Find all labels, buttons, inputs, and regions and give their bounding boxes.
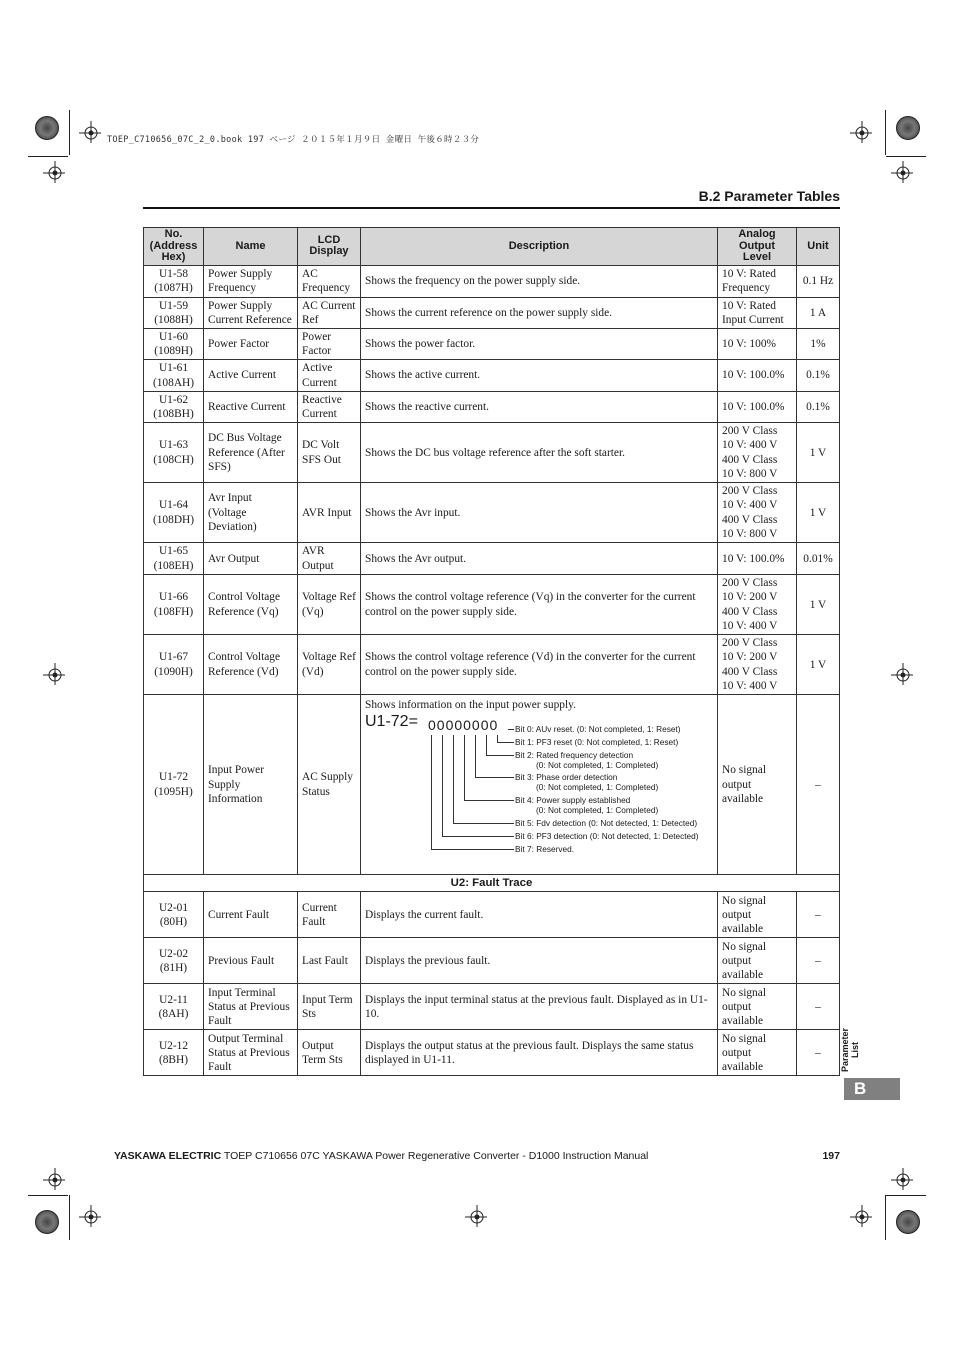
table-row [144, 265, 840, 297]
cell-name: Active Current [204, 360, 298, 391]
cell-description: Shows the current reference on the power supply side. [361, 297, 718, 328]
registration-crosshair-icon [43, 1168, 65, 1190]
cell-lcd: Reactive Current [298, 391, 361, 422]
cell-unit: 0.1% [797, 391, 840, 422]
table-row [144, 391, 840, 422]
bit-leader-horizontal [431, 849, 514, 850]
bit-label-7: Bit 7: Reserved. [515, 844, 575, 855]
cell-lcd: DC Volt SFS Out [298, 423, 361, 483]
side-tab-letter: B [844, 1078, 900, 1100]
table-header-row [144, 228, 840, 266]
cell-analog: 10 V: 100% [718, 328, 797, 359]
registration-crosshair-icon [891, 161, 913, 183]
crop-mark [69, 1195, 70, 1240]
cell-analog: No signal output available [718, 892, 797, 938]
subheader-fault-trace: U2: Fault Trace [144, 875, 840, 892]
bit-leader-vertical [431, 735, 432, 849]
cell-name: Avr Output [204, 543, 298, 575]
table-row [144, 695, 840, 875]
table-row [144, 297, 840, 328]
table-row [144, 635, 840, 695]
cell-description: Shows the control voltage reference (Vd) in the converter for the current control on the power supply side. [361, 635, 718, 695]
cell-analog: 10 V: 100.0% [718, 543, 797, 575]
cell-lcd: Input Term Sts [298, 984, 361, 1030]
section-rule [143, 207, 840, 209]
bit-label-4: Bit 4: Power supply established (0: Not completed, 1: Completed) [515, 795, 659, 816]
cell-analog: 200 V Class 10 V: 200 V 400 V Class 10 V: 400 V [718, 635, 797, 695]
crop-mark [886, 1195, 926, 1196]
bit-label-5: Bit 5: Fdv detection (0: Not detected, 1: Detected) [515, 818, 698, 829]
cell-no: U1-58 (1087H) [144, 265, 204, 297]
bit-label-2: Bit 2: Rated frequency detection (0: Not completed, 1: Completed) [515, 750, 659, 771]
cell-no: U1-62 (108BH) [144, 391, 204, 422]
cell-lcd: Active Current [298, 360, 361, 391]
cell-description: Displays the previous fault. [361, 938, 718, 984]
cell-no: U2-12 (8BH) [144, 1030, 204, 1076]
bit-label-3: Bit 3: Phase order detection (0: Not completed, 1: Completed) [515, 772, 659, 793]
cell-name: Input Terminal Status at Previous Fault [204, 984, 298, 1030]
footer-brand: YASKAWA ELECTRIC [114, 1150, 222, 1162]
registration-disc-icon [896, 116, 920, 140]
table-row [144, 938, 840, 984]
bit-leader-horizontal [486, 755, 514, 756]
cell-name: Control Voltage Reference (Vq) [204, 575, 298, 635]
footer-manual-title [114, 1150, 648, 1162]
u172-intro: Shows information on the input power supply. [365, 699, 576, 712]
cell-no: U1-64 (108DH) [144, 483, 204, 543]
registration-crosshair-icon [891, 663, 913, 685]
crop-mark [28, 156, 68, 157]
cell-analog: 200 V Class 10 V: 400 V 400 V Class 10 V: 800 V [718, 423, 797, 483]
crop-mark [886, 156, 926, 157]
registration-crosshair-icon [43, 161, 65, 183]
cell-unit: – [797, 892, 840, 938]
bit-leader-horizontal [464, 800, 514, 801]
crop-mark [69, 110, 70, 155]
table-body-u2 [144, 892, 840, 1076]
cell-description: Shows the reactive current. [361, 391, 718, 422]
cell-lcd: AC Frequency [298, 265, 361, 297]
cell-name: Previous Fault [204, 938, 298, 984]
table-row [144, 328, 840, 359]
cell-description: Shows the Avr input. [361, 483, 718, 543]
cell-name: Power Factor [204, 328, 298, 359]
cell-no: U1-67 (1090H) [144, 635, 204, 695]
u172-label: U1-72= [365, 713, 418, 731]
cell-analog: 200 V Class 10 V: 400 V 400 V Class 10 V: 800 V [718, 483, 797, 543]
cell-name: Output Terminal Status at Previous Fault [204, 1030, 298, 1076]
table-row [144, 984, 840, 1030]
cell-unit: 1 V [797, 635, 840, 695]
cell-lcd: Current Fault [298, 892, 361, 938]
cell-description: Displays the input terminal status at the previous fault. Displayed as in U1-10. [361, 984, 718, 1030]
cell-no: U1-65 (108EH) [144, 543, 204, 575]
table-row [144, 483, 840, 543]
bit-leader-vertical [442, 735, 443, 836]
book-file-line: TOEP_C710656_07C_2_0.book 197 ページ ２０１５年１月９日 金曜日 午後６時２３分 [107, 135, 480, 145]
cell-analog: 10 V: Rated Frequency [718, 265, 797, 297]
cell-unit: 1 V [797, 483, 840, 543]
registration-crosshair-icon [850, 121, 872, 143]
section-title: B.2 Parameter Tables [698, 188, 840, 204]
header-lcd: LCD Display [298, 228, 361, 266]
cell-unit: 1 A [797, 297, 840, 328]
cell-unit: – [797, 984, 840, 1030]
registration-crosshair-icon [43, 663, 65, 685]
cell-analog: No signal output available [718, 984, 797, 1030]
subheader-row [144, 875, 840, 892]
cell-description: Shows the control voltage reference (Vq) in the converter for the current control on the power supply side. [361, 575, 718, 635]
table-row [144, 423, 840, 483]
cell-lcd: AC Current Ref [298, 297, 361, 328]
cell-no: U2-11 (8AH) [144, 984, 204, 1030]
cell-unit: 0.1% [797, 360, 840, 391]
registration-crosshair-icon [79, 121, 101, 143]
bit-leader-horizontal [497, 742, 514, 743]
cell-description: Shows the power factor. [361, 328, 718, 359]
registration-disc-icon [35, 116, 59, 140]
cell-analog: 10 V: Rated Input Current [718, 297, 797, 328]
cell-lcd: Voltage Ref (Vd) [298, 635, 361, 695]
page-number: 197 [822, 1150, 840, 1162]
crop-mark [885, 110, 886, 155]
cell-no: U1-72 (1095H) [144, 695, 204, 875]
cell-description: Shows the active current. [361, 360, 718, 391]
cell-description [361, 695, 718, 875]
cell-unit: – [797, 695, 840, 875]
table-body-u1 [144, 265, 840, 695]
bit-leader-horizontal [442, 836, 514, 837]
table-row [144, 543, 840, 575]
registration-crosshair-icon [850, 1205, 872, 1227]
bit-label-6: Bit 6: PF3 detection (0: Not detected, 1: Detected) [515, 831, 699, 842]
cell-description: Shows the DC bus voltage reference after the soft starter. [361, 423, 718, 483]
cell-lcd: Output Term Sts [298, 1030, 361, 1076]
cell-analog: No signal output available [718, 938, 797, 984]
cell-lcd: AC Supply Status [298, 695, 361, 875]
cell-lcd: AVR Output [298, 543, 361, 575]
cell-description: Shows the frequency on the power supply side. [361, 265, 718, 297]
cell-analog: No signal output available [718, 1030, 797, 1076]
cell-unit: – [797, 938, 840, 984]
cell-description: Displays the current fault. [361, 892, 718, 938]
cell-unit: 0.01% [797, 543, 840, 575]
footer-text: TOEP C710656 07C YASKAWA Power Regenerative Converter - D1000 Instruction Manual [221, 1150, 649, 1162]
cell-lcd: Last Fault [298, 938, 361, 984]
cell-no: U1-66 (108FH) [144, 575, 204, 635]
header-unit: Unit [797, 228, 840, 266]
registration-disc-icon [896, 1210, 920, 1234]
bit-leader-horizontal [453, 823, 514, 824]
cell-name: Power Supply Frequency [204, 265, 298, 297]
table-row [144, 360, 840, 391]
cell-name: Input Power Supply Information [204, 695, 298, 875]
cell-name: Control Voltage Reference (Vd) [204, 635, 298, 695]
cell-no: U1-60 (1089H) [144, 328, 204, 359]
crop-mark [28, 1195, 68, 1196]
cell-analog: 200 V Class 10 V: 200 V 400 V Class 10 V: 400 V [718, 575, 797, 635]
cell-no: U2-01 (80H) [144, 892, 204, 938]
table-body-u172 [144, 695, 840, 892]
bit-leader-vertical [475, 735, 476, 777]
cell-name: Avr Input (Voltage Deviation) [204, 483, 298, 543]
cell-name: DC Bus Voltage Reference (After SFS) [204, 423, 298, 483]
cell-no: U2-02 (81H) [144, 938, 204, 984]
u172-bits: 00000000 [428, 717, 499, 734]
cell-lcd: Power Factor [298, 328, 361, 359]
cell-analog: 10 V: 100.0% [718, 360, 797, 391]
header-no: No. (Address Hex) [144, 228, 204, 266]
bit-leader-vertical [497, 735, 498, 742]
registration-crosshair-icon [891, 1168, 913, 1190]
bit-leader-vertical [486, 735, 487, 755]
cell-lcd: AVR Input [298, 483, 361, 543]
table-row [144, 575, 840, 635]
cell-name: Reactive Current [204, 391, 298, 422]
bit-label-0: Bit 0: AUv reset. (0: Not completed, 1: Reset) [515, 724, 681, 735]
cell-unit: 1% [797, 328, 840, 359]
registration-disc-icon [35, 1210, 59, 1234]
table-row [144, 1030, 840, 1076]
cell-analog: 10 V: 100.0% [718, 391, 797, 422]
bit-label-1: Bit 1: PF3 reset (0: Not completed, 1: Reset) [515, 737, 679, 748]
cell-unit: 1 V [797, 423, 840, 483]
bit-leader-horizontal [475, 777, 514, 778]
cell-no: U1-61 (108AH) [144, 360, 204, 391]
cell-description: Shows the Avr output. [361, 543, 718, 575]
registration-crosshair-icon [465, 1205, 487, 1227]
cell-name: Power Supply Current Reference [204, 297, 298, 328]
crop-mark [885, 1195, 886, 1240]
parameter-table [143, 227, 840, 1076]
header-description: Description [361, 228, 718, 266]
cell-no: U1-59 (1088H) [144, 297, 204, 328]
header-name: Name [204, 228, 298, 266]
table-row [144, 892, 840, 938]
header-analog: Analog Output Level [718, 228, 797, 266]
side-tab-label: Parameter List [840, 1027, 860, 1073]
cell-unit: 1 V [797, 575, 840, 635]
bit-leader-horizontal [508, 729, 514, 730]
bit-leader-vertical [464, 735, 465, 800]
cell-name: Current Fault [204, 892, 298, 938]
cell-no: U1-63 (108CH) [144, 423, 204, 483]
cell-description: Displays the output status at the previous fault. Displays the same status displayed in U1-11. [361, 1030, 718, 1076]
bit-diagram [365, 715, 713, 867]
cell-unit: 0.1 Hz [797, 265, 840, 297]
bit-leader-vertical [453, 735, 454, 823]
cell-analog: No signal output available [718, 695, 797, 875]
cell-lcd: Voltage Ref (Vq) [298, 575, 361, 635]
registration-crosshair-icon [79, 1205, 101, 1227]
cell-unit: – [797, 1030, 840, 1076]
